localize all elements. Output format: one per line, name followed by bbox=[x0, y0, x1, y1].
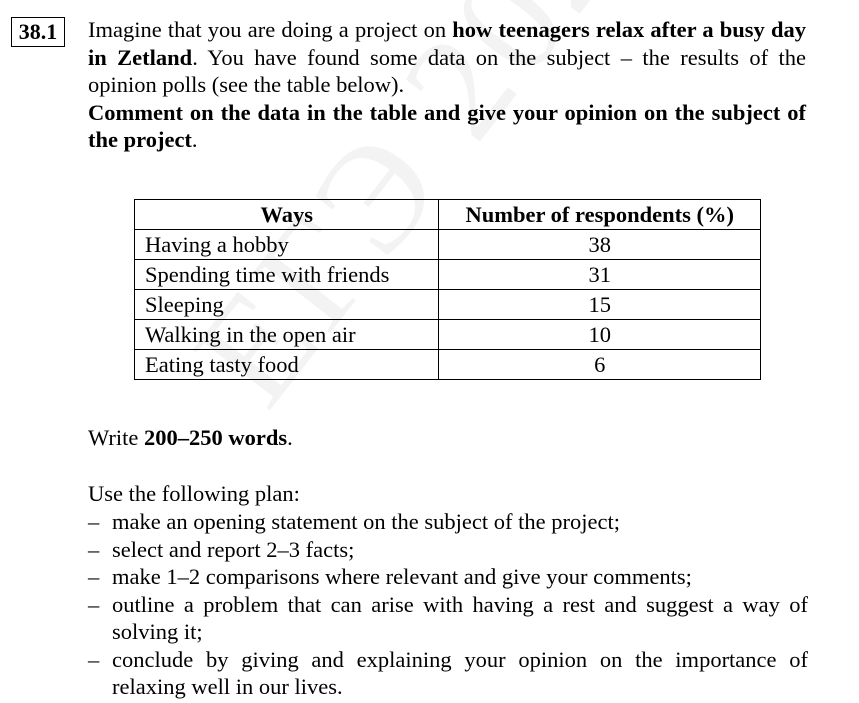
instruction-end: . bbox=[191, 127, 198, 152]
plan-item-text: outline a problem that can arise with having a rest and suggest a way of solving it; bbox=[112, 591, 808, 644]
plan-list bbox=[88, 508, 808, 701]
dash-bullet: – bbox=[88, 564, 100, 589]
dash-bullet: – bbox=[88, 646, 100, 672]
way-cell: Walking in the open air bbox=[135, 320, 439, 350]
plan-item-text: select and report 2–3 facts; bbox=[112, 536, 355, 562]
list-item bbox=[88, 591, 808, 646]
dash-bullet: – bbox=[88, 536, 100, 562]
task-description bbox=[88, 16, 806, 154]
header-ways: Ways bbox=[135, 200, 439, 230]
value-cell: 10 bbox=[439, 320, 761, 350]
task-number-box: 38.1 bbox=[11, 17, 65, 47]
way-cell: Sleeping bbox=[135, 290, 439, 320]
project-topic: how teenagers relax after a busy day in Zetland bbox=[88, 17, 806, 70]
value-cell: 31 bbox=[439, 260, 761, 290]
task-instruction bbox=[88, 99, 806, 154]
plan-item-text: make 1–2 comparisons where relevant and give your comments; bbox=[112, 564, 692, 589]
list-item bbox=[88, 536, 808, 564]
value-cell: 15 bbox=[439, 290, 761, 320]
table-row bbox=[135, 290, 761, 320]
table-row bbox=[135, 230, 761, 260]
table-row bbox=[135, 260, 761, 290]
value-cell: 38 bbox=[439, 230, 761, 260]
instruction-bold: Comment on the data in the table and give your opinion on the subject of the project bbox=[88, 99, 806, 152]
dash-bullet: – bbox=[88, 591, 100, 617]
word-count: 200–250 words bbox=[143, 425, 288, 450]
task-intro-paragraph bbox=[88, 16, 806, 99]
plan-item-text: make an opening statement on the subject of the project; bbox=[112, 509, 620, 534]
table-header-row bbox=[135, 200, 761, 230]
way-cell: Spending time with friends bbox=[135, 260, 439, 290]
way-cell: Having a hobby bbox=[135, 230, 439, 260]
plan-intro: Use the following plan: bbox=[88, 481, 300, 506]
table-row bbox=[135, 320, 761, 350]
intro-text-1: Imagine that you are doing a project on bbox=[88, 17, 453, 42]
list-item bbox=[88, 646, 808, 701]
word-count-instruction bbox=[88, 424, 293, 452]
dash-bullet: – bbox=[88, 509, 100, 534]
header-respondents: Number of respondents (%) bbox=[439, 200, 761, 230]
value-cell: 6 bbox=[439, 350, 761, 380]
list-item bbox=[88, 508, 808, 536]
poll-results-table bbox=[134, 199, 761, 380]
write-prefix: Write bbox=[88, 425, 144, 450]
plan-item-text: conclude by giving and explaining your opinion on the importance of relaxing well in our lives. bbox=[112, 646, 808, 699]
write-suffix: . bbox=[287, 425, 293, 450]
table-row bbox=[135, 350, 761, 380]
intro-text-2: . You have found some data on the subject – the results of the opinion polls (see the table below). bbox=[88, 44, 807, 97]
way-cell: Eating tasty food bbox=[135, 350, 439, 380]
list-item bbox=[88, 563, 808, 591]
